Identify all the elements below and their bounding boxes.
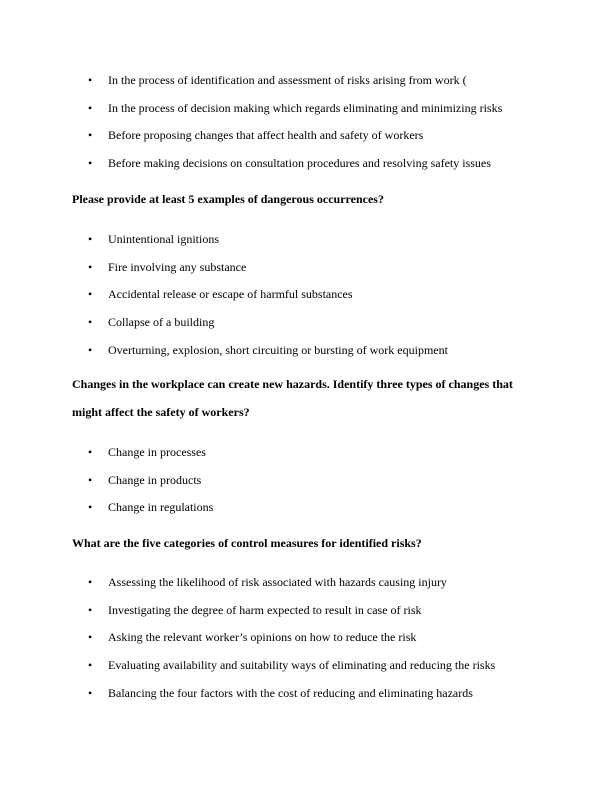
list-item-text: Asking the relevant worker’s opinions on how to reduce the risk (108, 630, 417, 645)
workplace-changes-list (0, 444, 612, 527)
list-item (0, 286, 612, 314)
bullet-icon: • (88, 73, 93, 87)
question-heading: What are the five categories of control measures for identified risks? (72, 536, 422, 550)
bullet-icon: • (88, 342, 93, 357)
bullet-icon: • (88, 232, 93, 246)
list-item-text: Collapse of a building (108, 315, 215, 330)
list-item (0, 657, 612, 685)
question-heading: Changes in the workplace can create new hazards. Identify three types of changes that might affect the safety of workers? (72, 377, 513, 419)
list-item (0, 629, 612, 657)
bullet-icon: • (88, 287, 93, 302)
question-heading: Please provide at least 5 examples of dangerous occurrences? (72, 192, 384, 206)
bullet-icon: • (88, 658, 93, 673)
list-item-text: Unintentional ignitions (108, 232, 219, 246)
list-item (0, 127, 612, 155)
list-item-text: Change in regulations (108, 500, 214, 515)
list-item-text: Balancing the four factors with the cost of reducing and eliminating hazards (108, 685, 473, 700)
list-item (0, 602, 612, 630)
list-item (0, 444, 612, 472)
bullet-icon: • (88, 315, 93, 330)
bullet-icon: • (88, 630, 93, 645)
bullet-icon: • (88, 500, 93, 515)
list-item (0, 499, 612, 527)
bullet-icon: • (88, 575, 93, 589)
bullet-icon: • (88, 685, 93, 700)
dangerous-occurrences-list (0, 231, 612, 369)
list-item-text: Evaluating availability and suitability ways of eliminating and reducing the risks (108, 658, 496, 673)
list-item-text: Assessing the likelihood of risk associated with hazards causing injury (108, 575, 447, 589)
bullet-icon: • (88, 156, 93, 171)
list-item-text: Before making decisions on consultation procedures and resolving safety issues (108, 156, 491, 171)
intro-bullet-list (0, 72, 612, 183)
list-item-text: Change in processes (108, 445, 206, 459)
bullet-icon: • (88, 128, 93, 143)
list-item (0, 472, 612, 500)
list-item-text: In the process of decision making which regards eliminating and minimizing risks (108, 100, 503, 115)
list-item (0, 314, 612, 342)
list-item-text: Overturning, explosion, short circuiting or bursting of work equipment (108, 342, 448, 357)
bullet-icon: • (88, 259, 93, 274)
bullet-icon: • (88, 602, 93, 617)
list-item (0, 72, 612, 100)
list-item (0, 259, 612, 287)
control-measures-list (0, 574, 612, 712)
list-item-text: Investigating the degree of harm expected to result in case of risk (108, 602, 422, 617)
list-item (0, 574, 612, 602)
list-item (0, 155, 612, 183)
list-item (0, 342, 612, 370)
bullet-icon: • (88, 100, 93, 115)
bullet-icon: • (88, 472, 93, 487)
list-item-text: Accidental release or escape of harmful substances (108, 287, 353, 302)
list-item (0, 100, 612, 128)
list-item (0, 685, 612, 713)
bullet-icon: • (88, 445, 93, 459)
list-item-text: Change in products (108, 472, 202, 487)
list-item-text: In the process of identification and assessment of risks arising from work ( (108, 73, 467, 87)
list-item-text: Fire involving any substance (108, 259, 247, 274)
list-item (0, 231, 612, 259)
list-item-text: Before proposing changes that affect health and safety of workers (108, 128, 424, 143)
